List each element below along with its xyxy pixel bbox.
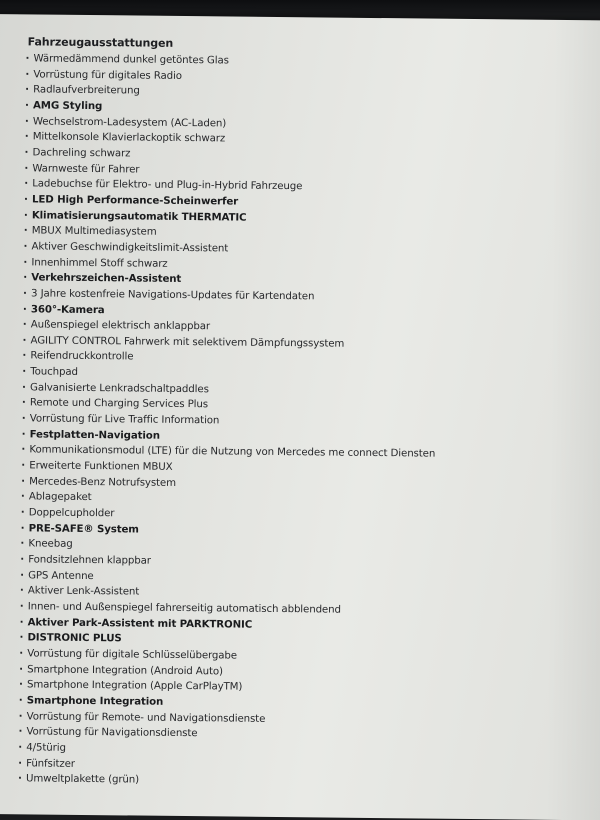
equipment-list-item: · Erweiterte Funktionen MBUX (23, 458, 583, 480)
equipment-list-item: · Doppelcupholder (23, 505, 583, 527)
equipment-list-item: · LED High Performance-Scheinwerfer (26, 192, 586, 214)
equipment-list-item: · Vorrüstung für digitale Schlüsselübergabe (21, 646, 581, 668)
equipment-list-item: · Kneebag (22, 537, 582, 559)
equipment-list-item: · Innenhimmel Stoff schwarz (25, 255, 585, 277)
equipment-list-item: · Klimatisierungsautomatik THERMATIC (26, 208, 586, 230)
equipment-list-item: · Verkehrszeichen-Assistent (25, 271, 585, 293)
equipment-list-item: · Kommunikationsmodul (LTE) für die Nutzung von Mercedes me connect Diensten (23, 443, 583, 465)
equipment-list-item: · Vorrüstung für Remote- und Navigationsdienste (21, 709, 581, 731)
equipment-list-item: · Fünfsitzer (20, 756, 580, 778)
equipment-list-item: · Radlaufverbreiterung (27, 83, 587, 105)
equipment-list-item: · Warnweste für Fahrer (26, 161, 586, 183)
equipment-list-item: · Aktiver Lenk-Assistent (22, 584, 582, 606)
equipment-list-item: · Reifendruckkontrolle (24, 349, 584, 371)
equipment-list-item: · Fondsitzlehnen klappbar (22, 552, 582, 574)
equipment-list-item: · Umweltplakette (grün) (20, 772, 580, 794)
equipment-list-item: · Dachreling schwarz (26, 145, 586, 167)
equipment-list-item: · Ladebuchse für Elektro- und Plug-in-Hybrid Fahrzeuge (26, 177, 586, 199)
equipment-list-item: · Ablagepaket (23, 490, 583, 512)
document-content (20, 34, 588, 793)
equipment-list-item: · Mittelkonsole Klavierlackoptik schwarz (27, 130, 587, 152)
equipment-list-item: · Wechselstrom-Ladesystem (AC-Laden) (27, 114, 587, 136)
equipment-list-item: · Galvanisierte Lenkradschaltpaddles (24, 380, 584, 402)
paper-sheet (0, 14, 600, 820)
equipment-list-item: · 3 Jahre kostenfreie Navigations-Updates für Kartendaten (25, 286, 585, 308)
equipment-list-item: · Aktiver Geschwindigkeitslimit-Assistent (25, 239, 585, 261)
document-heading: Fahrzeugausstattungen (27, 35, 174, 50)
equipment-list-item: · Smartphone Integration (Android Auto) (21, 662, 581, 684)
equipment-list-item: · AGILITY CONTROL Fahrwerk mit selektivem Dämpfungssystem (24, 333, 584, 355)
equipment-list-item: · Festplatten-Navigation (24, 427, 584, 449)
equipment-list-item: · Remote und Charging Services Plus (24, 396, 584, 418)
equipment-list-item: · Wärmedämmend dunkel getöntes Glas (27, 51, 587, 73)
equipment-list-item: · Außenspiegel elektrisch anklappbar (25, 317, 585, 339)
equipment-list (20, 51, 588, 793)
equipment-list-item: · Vorrüstung für Live Traffic Information (24, 411, 584, 433)
equipment-list-item: · Smartphone Integration (21, 693, 581, 715)
equipment-list-item: · 360°-Kamera (25, 302, 585, 324)
equipment-list-item: · Aktiver Park-Assistent mit PARKTRONIC (22, 615, 582, 637)
equipment-list-item: · 4/5türig (20, 740, 580, 762)
equipment-list-item: · Mercedes-Benz Notrufsystem (23, 474, 583, 496)
equipment-list-item: · Vorrüstung für digitales Radio (27, 67, 587, 89)
equipment-list-item: · AMG Styling (27, 98, 587, 120)
equipment-list-item: · PRE-SAFE® System (23, 521, 583, 543)
equipment-list-item: · DISTRONIC PLUS (21, 631, 581, 653)
equipment-list-item: · Smartphone Integration (Apple CarPlayTM) (21, 678, 581, 700)
equipment-list-item: · MBUX Multimediasystem (26, 224, 586, 246)
equipment-list-item: · Vorrüstung für Navigationsdienste (20, 725, 580, 747)
equipment-list-item: · Touchpad (24, 364, 584, 386)
equipment-list-item: · GPS Antenne (22, 568, 582, 590)
equipment-list-item: · Innen- und Außenspiegel fahrerseitig automatisch abblendend (22, 599, 582, 621)
